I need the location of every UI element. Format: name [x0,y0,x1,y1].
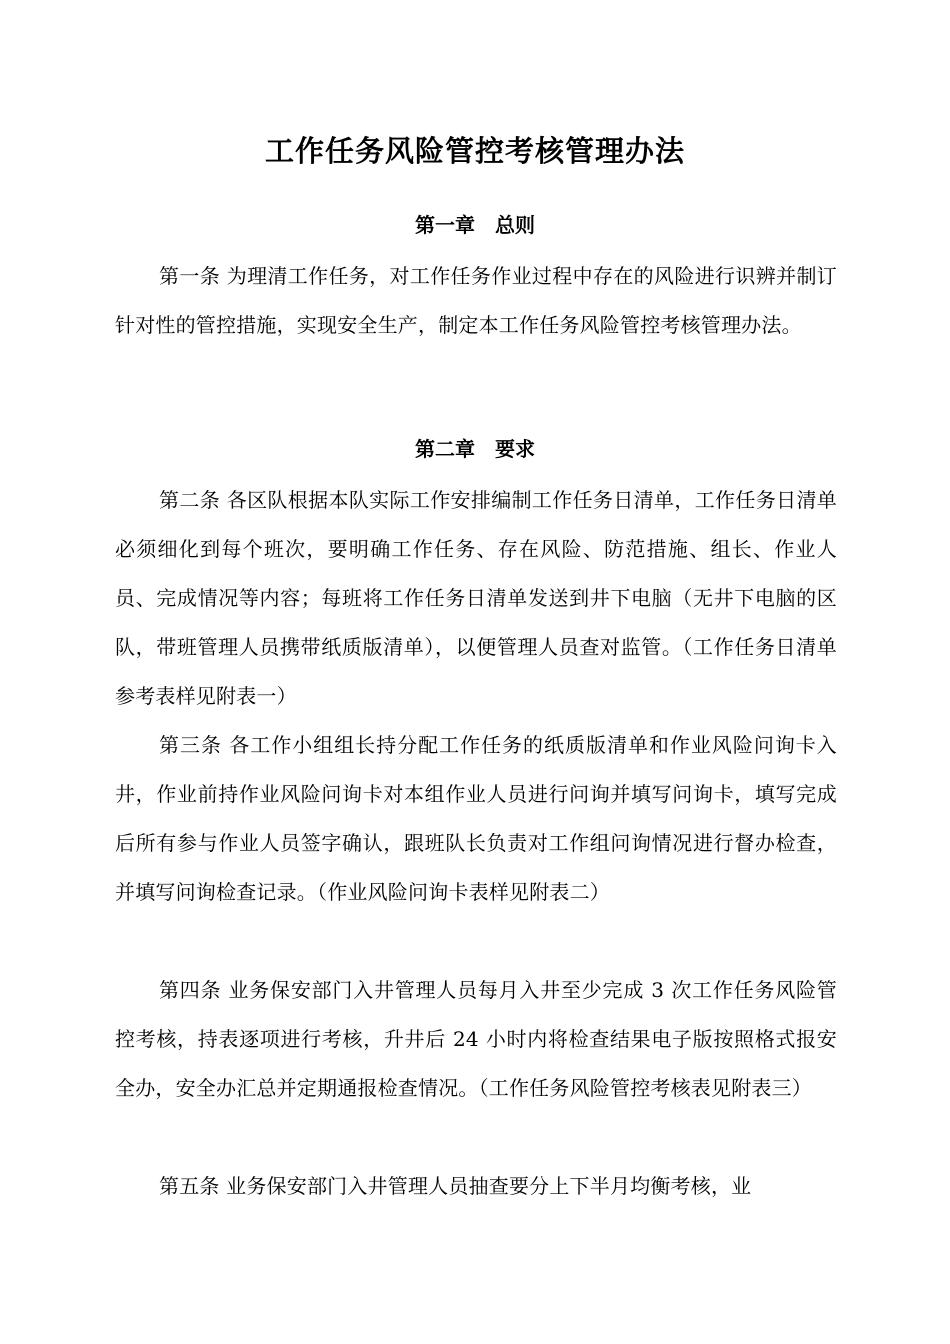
article-3: 第三条 各工作小组组长持分配工作任务的纸质版清单和作业风险问询卡入井，作业前持作业风险问询卡对本组作业人员进行问询并填写问询卡，填写完成后所有参与作业人员签字确认，跟班队长负责对工作组问询情况进行督办检查，并填写问询检查记录。（作业风险问询卡表样见附表二） [115,733,837,904]
article-1: 第一条 为理清工作任务，对工作任务作业过程中存在的风险进行识辨并制订针对性的管控措施，实现安全生产，制定本工作任务风险管控考核管理办法。 [115,264,837,337]
chapter-2-heading: 第二章 要求 [415,437,535,461]
document-title: 工作任务风险管控考核管理办法 [264,134,685,168]
article-2: 第二条 各区队根据本队实际工作安排编制工作任务日清单，工作任务日清单必须细化到每个班次，要明确工作任务、存在风险、防范措施、组长、作业人员、完成情况等内容；每班将工作任务日清单发送到井下电脑（无井下电脑的区队，带班管理人员携带纸质版清单），以便管理人员查对监管。（工作任务日清单参考表样见附表一） [115,488,837,708]
chapter-1-heading: 第一章 总则 [415,213,535,237]
article-5: 第五条 业务保安部门入井管理人员抽查要分上下半月均衡考核，业 [159,1174,752,1198]
article-4: 第四条 业务保安部门入井管理人员每月入井至少完成 3 次工作任务风险管控考核，持表逐项进行考核，升井后 24 小时内将检查结果电子版按照格式报安全办，安全办汇总并定期通报检查情况。（工作任务风险管控考核表见附表三） [115,978,837,1100]
